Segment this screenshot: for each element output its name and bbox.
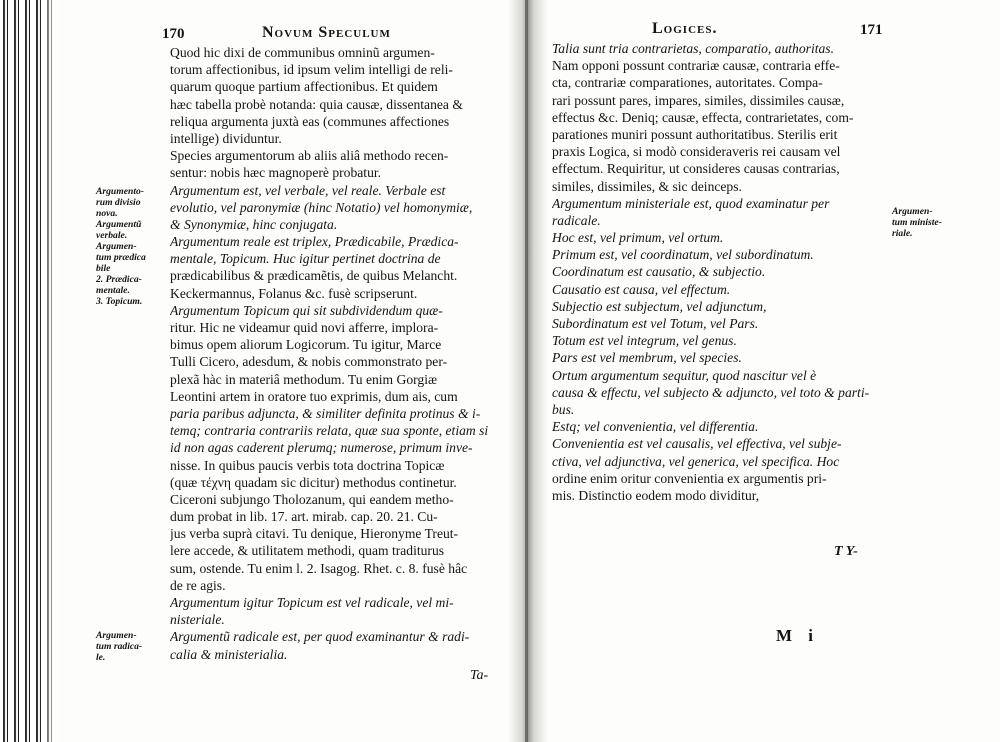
margin-note: 2. Prædica- xyxy=(96,274,142,285)
text-line: Ciceroni subjungo Tholozanum, qui eandem metho- xyxy=(170,491,454,507)
margin-note: verbale. xyxy=(96,230,128,241)
text-line: Coordinatum est causatio, & subjectio. xyxy=(552,264,766,280)
margin-note: rum divisio xyxy=(96,197,141,208)
text-line: nisse. In quibus paucis verbis tota doctrina Topicæ xyxy=(170,457,445,473)
text-line: causa & effectu, vel subjecto & adjuncto, vel toto & parti- xyxy=(552,384,870,400)
text-line: Argumentũ radicale est, per quod examinantur & radi- xyxy=(170,629,470,645)
text-line: Primum est, vel coordinatum, vel subordinatum. xyxy=(552,247,814,263)
text-line: Argumentum reale est triplex, Prædicabile, Prædica- xyxy=(170,234,459,250)
text-line: Leontini artem in oratore tuo exprimis, dum ais, cum xyxy=(170,388,458,404)
stray-ink-mark: M i xyxy=(776,626,820,645)
left-running-head: Novum Speculum xyxy=(262,24,391,41)
left-catchword: Ta- xyxy=(470,668,489,683)
text-line: Argumentum Topicum qui sit subdividendum quæ- xyxy=(170,302,443,318)
text-line: mis. Distinctio eodem modo dividitur, xyxy=(552,487,760,503)
margin-note: mentale. xyxy=(96,285,130,296)
text-line: effectus &c. Deniq; causæ, effecta, contrarietates, com- xyxy=(552,109,854,125)
text-line: intellige) dividuntur. xyxy=(170,130,282,146)
margin-note: 3. Topicum. xyxy=(96,296,143,307)
margin-note: nova. xyxy=(96,208,118,219)
text-line: Talia sunt tria contrarietas, comparatio, authoritas. xyxy=(552,41,834,56)
left-margin-notes xyxy=(96,186,162,307)
gutter-fold-line xyxy=(525,0,528,742)
margin-note: tum ministe- xyxy=(892,217,942,228)
margin-note: Argumen- xyxy=(892,206,933,217)
right-page-text xyxy=(552,40,887,504)
book-gutter xyxy=(508,0,548,742)
text-line: Causatio est causa, vel effectum. xyxy=(552,281,731,297)
text-line: Pars est vel membrum, vel species. xyxy=(552,350,742,366)
text-line: radicale. xyxy=(552,212,601,228)
text-line: Quod hic dixi de communibus omninũ argumen- xyxy=(170,45,435,60)
left-page-number: 170 xyxy=(162,26,185,42)
text-line: Keckermannus, Folanus &c. fusè scripserunt. xyxy=(170,285,418,301)
text-line: hæc tabella probè notanda: quia causæ, dissentanea & xyxy=(170,96,463,112)
margin-note: Argumento- xyxy=(96,186,144,197)
text-line: plexã hàc in materiâ methodum. Tu enim Gorgiæ xyxy=(170,371,438,387)
text-line: Hoc est, vel primum, vel ortum. xyxy=(552,230,724,246)
text-line: Nam opponi possunt contrariæ causæ, contraria effe- xyxy=(552,58,840,74)
text-line: quarum quoque partium affectionibus. Et quidem xyxy=(170,79,438,95)
text-line: rari possunt pares, impares, similes, dissimiles causæ, xyxy=(552,92,845,108)
text-line: (quæ τέχνη quadam sic dicitur) methodus continetur. xyxy=(170,474,457,490)
margin-note: riale. xyxy=(892,228,913,239)
left-page-text xyxy=(170,44,504,663)
text-line: Estq; vel convenientia, vel differentia. xyxy=(552,419,759,435)
margin-note: tum prædica xyxy=(96,252,146,263)
margin-note: Argumen- xyxy=(96,630,137,641)
text-line: jus verba suprà citavi. Tu denique, Hieronyme Treut- xyxy=(170,526,459,542)
margin-note: Argumentũ xyxy=(96,219,142,230)
text-line: prædicabilibus & prædicamẽtis, de quibus Melancht. xyxy=(170,268,458,284)
text-line: bimus opem aliorum Logicorum. Tu igitur, Marce xyxy=(170,337,442,353)
text-line: de re agis. xyxy=(170,577,226,593)
text-line: praxis Logica, si modò consideraveris rei causam vel xyxy=(552,144,841,160)
text-line: Argumentum ministeriale est, quod examinatur per xyxy=(552,195,830,211)
text-line: dum probat in lib. 17. art. mirab. cap. 20. 21. Cu- xyxy=(170,509,438,525)
text-line: Totum est vel integrum, vel genus. xyxy=(552,333,737,349)
text-line: evolutio, vel paronymiæ (hinc Notatio) vel homonymiæ, xyxy=(170,199,473,215)
text-line: Argumentum est, vel verbale, vel reale. Verbale est xyxy=(170,182,446,198)
text-line: bus. xyxy=(552,401,575,417)
text-line: Subordinatum est vel Totum, vel Pars. xyxy=(552,316,759,331)
text-line: torum affectionibus, id ipsum velim intelligi de reli- xyxy=(170,62,453,78)
right-running-head: Logices. xyxy=(652,20,718,37)
margin-note: bile xyxy=(96,263,111,274)
text-line: effectum. Requiritur, ut consideres causas contrarias, xyxy=(552,161,840,177)
margin-note: le. xyxy=(96,652,106,663)
text-line: Argumentum igitur Topicum est vel radicale, vel mi- xyxy=(170,595,454,610)
text-line: similes, dissimiles, & sic deinceps. xyxy=(552,178,742,194)
text-line: id non agas caderent plerumq; numerose, primum inve- xyxy=(170,440,473,456)
text-line: calia & ministerialia. xyxy=(170,646,288,662)
text-line: sentur: nobis hæc magnoperè probatur. xyxy=(170,165,382,181)
right-page-number: 171 xyxy=(860,22,883,38)
text-line: Tulli Cicero, adesdum, & nobis commonstrato per- xyxy=(170,354,448,370)
text-line: ritur. Hic ne videamur quid novi afferre, implora- xyxy=(170,320,439,335)
right-margin-notes xyxy=(892,206,964,239)
text-line: Species argumentorum ab aliis aliâ methodo recen- xyxy=(170,148,449,164)
margin-note: tum radica- xyxy=(96,641,143,652)
text-line: mentale, Topicum. Huc igitur pertinet doctrina de xyxy=(170,251,441,267)
text-line: nisteriale. xyxy=(170,612,225,628)
text-line: lere accede, & utilitatem methodi, quam traditurus xyxy=(170,543,445,559)
text-line: cta, contrariæ comparationes, autoritates. Compa- xyxy=(552,75,823,91)
page-edges-shadow xyxy=(40,0,62,742)
text-line: parationes muniri possunt authoritatibus. Sterilis erit xyxy=(552,126,838,142)
text-line: temq; contraria contrariis relata, quæ sua sponte, etiam si xyxy=(170,423,489,439)
text-line: paria paribus adjuncta, & similiter definita protinus & i- xyxy=(170,405,481,421)
right-catchword: T Y- xyxy=(834,544,858,559)
text-line: Ortum argumentum sequitur, quod nascitur vel è xyxy=(552,367,817,383)
text-line: Subjectio est subjectum, vel adjunctum, xyxy=(552,298,767,314)
margin-note: Argumen- xyxy=(96,241,137,252)
text-line: Convenientia est vel causalis, vel effectiva, vel subje- xyxy=(552,436,842,452)
text-line: ctiva, vel adjunctiva, vel generica, vel specifica. Hoc xyxy=(552,453,840,469)
text-line: sum, ostende. Tu enim l. 2. Isagog. Rhet. c. 8. fusè hâc xyxy=(170,560,468,576)
text-line: ordine enim oritur convenientia ex argumentis pri- xyxy=(552,470,827,486)
text-line: & Synonymiæ, hinc conjugata. xyxy=(170,216,338,232)
left-bottom-margin-notes xyxy=(96,630,162,663)
text-line: reliqua argumenta juxtà eas (communes affectiones xyxy=(170,113,450,129)
